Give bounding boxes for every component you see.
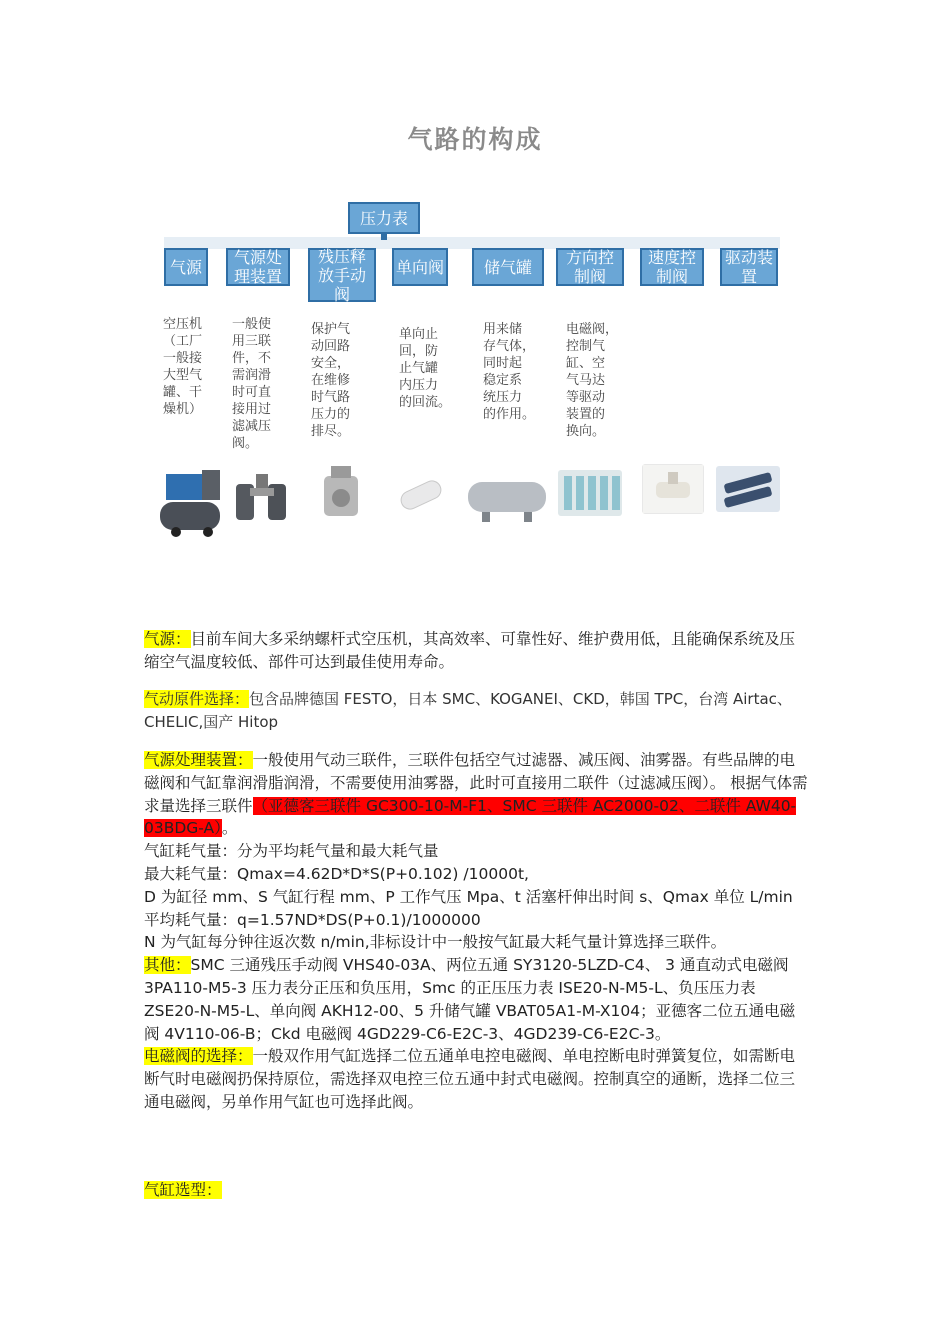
diagram-title: 气路的构成 — [407, 125, 543, 154]
air-compressor-image — [156, 462, 224, 538]
step-box-air-tank: 储气罐 — [472, 248, 544, 286]
air-source-label: 气源： — [144, 630, 191, 648]
actuator-cylinder-image — [716, 466, 780, 512]
step-desc-air-treatment: 一般使 用三联 件，不 需润滑 时可直 接用过 滤减压 阀。 — [232, 317, 272, 451]
step-desc-residual-release-valve: 保护气 动回路 安全， 在维修 时气路 压力的 排尽。 — [311, 322, 351, 439]
check-valve-image — [392, 472, 450, 520]
step-box-check-valve: 单向阀 — [392, 248, 448, 286]
step-box-actuator: 驱动装置 — [720, 248, 778, 286]
air-source-text: 目前车间大多采纳螺杆式空压机，其高效率、可靠性好、维护费用低，且能确保系统及压缩空气温度较低、部件可达到最佳使用寿命。 — [144, 630, 796, 671]
components-label: 气动原件选择： — [144, 690, 250, 708]
avg-consumption-formula: 平均耗气量：q=1.57ND*DS(P+0.1)/1000000 — [144, 910, 481, 929]
treatment-section — [144, 749, 810, 1114]
step-desc-air-tank: 用来储 存气体， 同时起 稳定系 统压力 的作用。 — [483, 322, 536, 422]
step-desc-direction-valve: 电磁阀， 控制气 缸、空 气马达 等驱动 装置的 换向。 — [566, 322, 619, 439]
other-label: 其他： — [144, 956, 191, 975]
step-box-air-source: 气源 — [164, 248, 208, 286]
solenoid-text: 一般双作用气缸选择二位五通单电控电磁阀、单电控断电时弹簧复位，如需断电断气时电磁阀扔保持原位，需选择双电控三位五通中封式电磁阀。控制真空的通断，选择二位三通电磁阀，另单作用气缸也可选择此阀。 — [144, 1047, 796, 1111]
frl-unit-image — [230, 466, 292, 526]
treatment-label: 气源处理装置： — [144, 751, 253, 769]
formula-variables: D 为缸径 mm、S 气缸行程 mm、P 工作气压 Mpa、t 活塞杆伸出时间 s、Qmax 单位 L/min — [144, 887, 793, 906]
frl-models-highlight: （亚德客三联件 GC300-10-M-F1、SMC 三联件 AC2000-02、二联件 AW40-03BDG-A） — [144, 796, 797, 838]
air-tank-image — [464, 474, 550, 526]
formula-note: N 为气缸每分钟往返次数 n/min,非标设计中一般按气缸最大耗气量计算选择三联件。 — [144, 933, 727, 952]
step-desc-check-valve: 单向止 回，防 止气罐 内压力 的回流。 — [399, 327, 452, 410]
cylinder-section — [144, 1179, 810, 1202]
pneumatic-circuit-diagram — [150, 100, 800, 550]
other-text: SMC 三通残压手动阀 VHS40-03A、两位五通 SY3120-5LZD-C4、 3 通直动式电磁阀 3PA110-M5-3 压力表分正压和负压用，Smc 的正压压力表 ISE20-N-M5-L、负压压力表 ZSE20-N-M5-L、单向阀 AKH12-00、5 升储气罐 VBAT05A1-M-X104；亚德客二位五通电磁阀 4V110-06-B；Ckd 电磁阀 4GD229-C6-E2C-3、4GD239-C6-E2C-3。 — [144, 956, 796, 1043]
step-box-air-treatment: 气源处理装置 — [226, 248, 290, 286]
treatment-end: 。 — [221, 819, 238, 838]
step-box-direction-valve: 方向控制阀 — [556, 248, 624, 286]
pressure-gauge-box: 压力表 — [348, 202, 420, 234]
step-box-residual-release-valve: 残压释放手动阀 — [308, 248, 376, 302]
components-paragraph — [144, 688, 810, 734]
speed-control-valve-image — [642, 464, 704, 514]
solenoid-valve-manifold-image — [558, 470, 622, 516]
gauge-connector — [381, 234, 387, 240]
air-source-paragraph — [144, 628, 810, 674]
max-consumption-formula: 最大耗气量：Qmax=4.62D*D*S(P+0.102) /10000t, — [144, 864, 529, 883]
consumption-line: 气缸耗气量：分为平均耗气量和最大耗气量 — [144, 842, 439, 861]
treatment-text: 一般使用气动三联件，三联件包括空气过滤器、减压阀、油雾器。有些品牌的电磁阀和气缸靠润滑脂润滑，不需要使用油雾器，此时可直接用二联件（过滤减压阀）。 根据气体需求量选择三联件 — [144, 751, 808, 815]
residual-release-valve-image — [314, 462, 368, 526]
components-text: 包含品牌德国 FESTO，日本 SMC、KOGANEI、CKD，韩国 TPC，台湾 Airtac、CHELIC,国产 Hitop — [144, 690, 792, 731]
step-desc-air-source: 空压机 （工厂 一般接 大型气 罐、干 燥机） — [163, 317, 203, 417]
solenoid-label: 电磁阀的选择： — [144, 1047, 253, 1066]
step-box-speed-valve: 速度控制阀 — [640, 248, 704, 286]
cylinder-selection-label: 气缸选型： — [144, 1181, 222, 1199]
